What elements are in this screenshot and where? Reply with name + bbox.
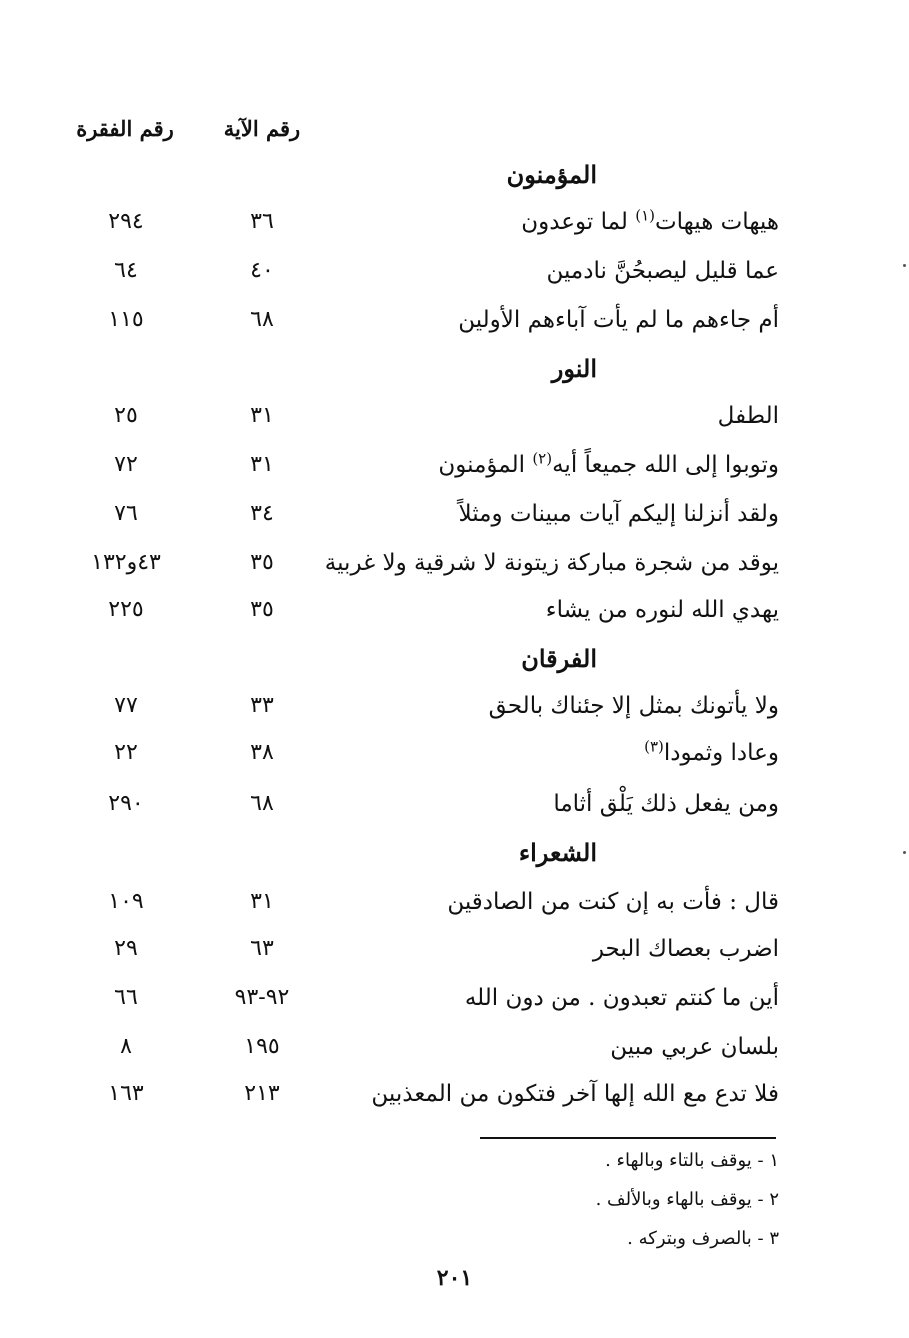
ayah-number: ٦٨ [250, 791, 274, 816]
ayah-number: ٣١ [250, 889, 274, 914]
index-row [0, 543, 909, 583]
quote-text: وتوبوا إلى الله جميعاً أيه$^{(٢)}$ المؤمنون [438, 449, 779, 478]
quote-text: اضرب بعصاك البحر [592, 936, 779, 962]
paragraph-number: ٢٥ [114, 403, 138, 428]
paragraph-number: ٢٢٥ [108, 597, 144, 622]
ayah-number: ٣٤ [250, 501, 274, 526]
paragraph-number: ٦٦ [114, 985, 138, 1010]
index-row [0, 1027, 909, 1067]
index-row [0, 445, 909, 485]
footnote: ١ - يوقف بالتاء وبالهاء . [605, 1150, 779, 1171]
scan-mark [903, 851, 906, 854]
ayah-number: ٢١٣ [244, 1081, 280, 1106]
index-row [0, 686, 909, 726]
index-row [0, 929, 909, 969]
quote-text: قال : فأت به إن كنت من الصادقين [447, 889, 779, 915]
page-number: ٢٠١ [436, 1265, 473, 1291]
paragraph-number: ٨ [120, 1034, 132, 1059]
index-row [0, 1074, 909, 1114]
quote-text: أين ما كنتم تعبدون . من دون الله [464, 985, 779, 1011]
paragraph-number: ٢٩ [114, 936, 138, 961]
index-row [0, 882, 909, 922]
ayah-number: ٣١ [250, 403, 274, 428]
ayah-number: ٣٥ [250, 597, 274, 622]
paragraph-number: ٤٣و١٣٢ [91, 550, 161, 575]
paragraph-number: ٧٦ [114, 501, 138, 526]
ayah-number: ٦٨ [250, 307, 274, 332]
ayah-number: ٣٦ [250, 209, 274, 234]
surah-title-al-furqan: الفرقان [521, 644, 597, 673]
footnote-marker: (٣) [644, 737, 664, 756]
surah-title-an-nur: النور [551, 354, 597, 383]
quote-text: هيهات هيهات$^{(١)}$ لما توعدون [521, 206, 779, 235]
quote-text: فلا تدع مع الله إلها آخر فتكون من المعذبين [371, 1081, 779, 1107]
footnote-marker: (١) [635, 206, 656, 225]
paragraph-number: ٧٢ [114, 452, 138, 477]
index-row [0, 733, 909, 773]
paragraph-number: ٧٧ [114, 693, 138, 718]
quote-text: أم جاءهم ما لم يأت آباءهم الأولين [458, 307, 779, 333]
footnote-divider [480, 1137, 776, 1139]
paragraph-number: ٢٩٠ [108, 791, 144, 816]
quote-text: ولا يأتونك بمثل إلا جئناك بالحق [488, 693, 779, 719]
quote-text: عما قليل ليصبحُنَّ نادمين [546, 258, 779, 284]
quote-text: وعادا وثمودا$^{(٣)}$ [644, 737, 779, 766]
ayah-number: ٣٣ [250, 693, 274, 718]
scan-mark [903, 264, 906, 267]
ayah-number: ٩٢-٩٣ [234, 985, 290, 1010]
index-row [0, 784, 909, 824]
paragraph-number: ٦٤ [114, 258, 138, 283]
quote-text: بلسان عربي مبين [610, 1034, 779, 1060]
ayah-number-header: رقم الآية [223, 116, 301, 141]
quote-text: ومن يفعل ذلك يَلْق أثاما [553, 791, 779, 817]
index-row [0, 300, 909, 340]
ayah-number: ٤٠ [250, 258, 274, 283]
index-row [0, 590, 909, 630]
index-row [0, 251, 909, 291]
ayah-number: ٣٨ [250, 740, 274, 765]
quote-text: يهدي الله لنوره من يشاء [545, 597, 779, 623]
surah-title-al-muminun: المؤمنون [506, 160, 597, 189]
index-row [0, 202, 909, 242]
paragraph-number: ٢٢ [114, 740, 138, 765]
ayah-number: ٣١ [250, 452, 274, 477]
index-row [0, 978, 909, 1018]
quote-text: الطفل [717, 403, 779, 429]
ayah-number: ٦٣ [250, 936, 274, 961]
ayah-number: ٣٥ [250, 550, 274, 575]
index-row [0, 494, 909, 534]
quote-text: يوقد من شجرة مباركة زيتونة لا شرقية ولا غربية [324, 550, 779, 576]
paragraph-number: ١٦٣ [108, 1081, 144, 1106]
footnote-marker: (٢) [532, 449, 553, 468]
quote-text: ولقد أنزلنا إليكم آيات مبينات ومثلاً [458, 501, 779, 527]
paragraph-number-header: رقم الفقرة [76, 116, 174, 141]
paragraph-number: ٢٩٤ [108, 209, 144, 234]
index-row [0, 396, 909, 436]
paragraph-number: ١٠٩ [108, 889, 144, 914]
footnote: ٣ - بالصرف وبتركه . [627, 1228, 779, 1249]
paragraph-number: ١١٥ [108, 307, 144, 332]
footnote: ٢ - يوقف بالهاء وبالألف . [595, 1189, 779, 1210]
surah-title-ash-shuara: الشعراء [518, 838, 597, 867]
ayah-number: ١٩٥ [244, 1034, 280, 1059]
